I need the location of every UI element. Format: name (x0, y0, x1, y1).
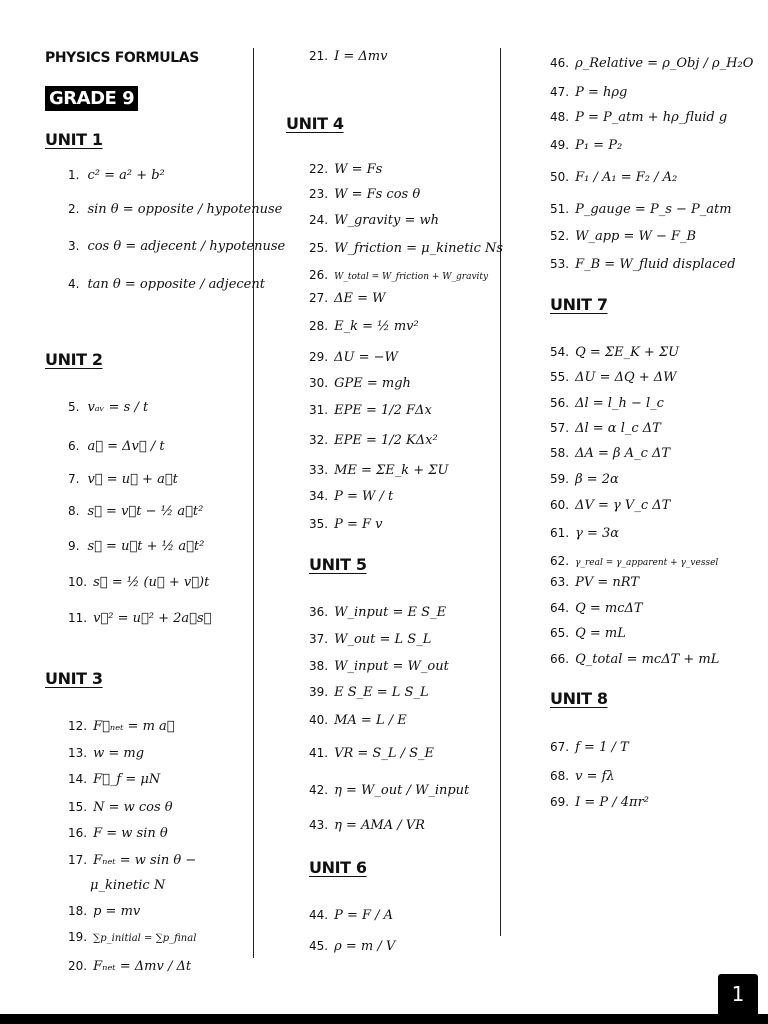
formula-item: 22. W = Fs (309, 162, 383, 177)
formula-item: 59. β = 2α (550, 472, 619, 487)
formula-item: 16. F = w sin θ (68, 826, 168, 841)
footer-bar (0, 1014, 768, 1024)
formula-item: 48. P = P_atm + hρ_fluid g (550, 110, 728, 125)
formula-item: 52. W_app = W − F_B (550, 229, 697, 244)
formula-item: 60. ΔV = γ V_c ΔT (550, 498, 671, 513)
formula-item: 42. η = W_out / W_input (309, 783, 470, 798)
formula-item: 32. EPE = 1/2 KΔx² (309, 433, 438, 448)
formula-item: 27. ΔE = W (309, 291, 386, 306)
grade-label: GRADE 9 (45, 86, 138, 111)
formula-item: 9. s⃗ = u⃗t + ½ a⃗t² (68, 539, 205, 554)
formula-item: 14. F⃗_f = μN (68, 772, 161, 787)
formula-item: 6. a⃗ = Δv⃗ / t (68, 439, 165, 454)
formula-item: 13. w = mg (68, 746, 145, 761)
formula-item: 43. η = AMA / VR (309, 818, 425, 833)
formula-item: 65. Q = mL (550, 626, 626, 641)
formula-item: 53. F_B = W_fluid displaced (550, 257, 736, 272)
formula-item: 38. W_input = W_out (309, 659, 449, 674)
formula-item: 66. Q_total = mcΔT + mL (550, 652, 720, 667)
formula-item: 24. W_gravity = wh (309, 213, 439, 228)
formula-item: 28. E_k = ½ mv² (309, 319, 419, 334)
formula-item: 41. VR = S_L / S_E (309, 746, 435, 761)
page-title: PHYSICS FORMULAS (45, 50, 199, 66)
formula-item: 46. ρ_Relative = ρ_Obj / ρ_H₂O (550, 56, 754, 71)
formula-item: 39. E S_E = L S_L (309, 685, 429, 700)
formula-item: 29. ΔU = −W (309, 350, 398, 365)
formula-item: 61. γ = 3α (550, 526, 620, 541)
formula-item: 63. PV = nRT (550, 575, 639, 590)
formula-item: 37. W_out = L S_L (309, 632, 432, 647)
column-divider (500, 48, 501, 936)
formula-item: 64. Q = mcΔT (550, 601, 643, 616)
formula-item: 4. tan θ = opposite / adjecent (68, 277, 265, 292)
formula-item: 31. EPE = 1/2 FΔx (309, 403, 432, 418)
formula-item: 36. W_input = E S_E (309, 605, 447, 620)
formula-item: 21. I = Δmv (309, 49, 388, 64)
formula-item: 25. W_friction = μ_kinetic Ns (309, 241, 504, 256)
formula-item: 56. Δl = l_h − l_c (550, 396, 664, 411)
formula-item: 5. vₐᵥ = s / t (68, 400, 149, 415)
formula-item: 20. Fₙₑₜ = Δmv / Δt (68, 959, 192, 974)
formula-item: 45. ρ = m / V (309, 939, 396, 954)
unit-heading: UNIT 3 (45, 669, 103, 688)
page-number: 1 (718, 974, 758, 1014)
column-divider (253, 48, 254, 958)
formula-item: 35. P = F v (309, 517, 383, 532)
formula-item: 54. Q = ΣE_K + ΣU (550, 345, 680, 360)
unit-heading: UNIT 7 (550, 295, 608, 314)
unit-heading: UNIT 1 (45, 130, 103, 149)
formula-item: 26. W_total = W_friction + W_gravity (309, 268, 489, 282)
formula-item: 55. ΔU = ΔQ + ΔW (550, 370, 677, 385)
formula-item: 68. v = fλ (550, 769, 615, 784)
formula-item: 12. F⃗ₙₑₜ = m a⃗ (68, 719, 175, 734)
formula-item: 58. ΔA = β A_c ΔT (550, 446, 671, 461)
formula-item: 15. N = w cos θ (68, 800, 173, 815)
formula-item: 30. GPE = mgh (309, 376, 411, 391)
unit-heading: UNIT 4 (286, 114, 344, 133)
formula-item: 19. ∑p_initial = ∑p_final (68, 930, 197, 944)
formula-item: 18. p = mv (68, 904, 141, 919)
formula-item: 34. P = W / t (309, 489, 394, 504)
formula-item: 33. ME = ΣE_k + ΣU (309, 463, 449, 478)
formula-item: 10. s⃗ = ½ (u⃗ + v⃗)t (68, 575, 210, 590)
formula-item: 44. P = F / A (309, 908, 394, 923)
unit-heading: UNIT 5 (309, 555, 367, 574)
formula-item: 49. P₁ = P₂ (550, 138, 623, 153)
formula-item: 1. c² = a² + b² (68, 168, 165, 183)
formula-item: 3. cos θ = adjecent / hypotenuse (68, 239, 286, 254)
formula-item: 57. Δl = α l_c ΔT (550, 421, 661, 436)
formula-item: 51. P_gauge = P_s − P_atm (550, 202, 732, 217)
formula-item: 11. v⃗² = u⃗² + 2a⃗s⃗ (68, 611, 212, 626)
unit-heading: UNIT 6 (309, 858, 367, 877)
unit-heading: UNIT 2 (45, 350, 103, 369)
formula-item: 7. v⃗ = u⃗ + a⃗t (68, 472, 178, 487)
formula-item: 23. W = Fs cos θ (309, 187, 421, 202)
formula-item: 50. F₁ / A₁ = F₂ / A₂ (550, 170, 678, 185)
formula-item: 17. Fₙₑₜ = w sin θ − (68, 853, 197, 868)
formula-item: 67. f = 1 / T (550, 740, 629, 755)
formula-item: 2. sin θ = opposite / hypotenuse (68, 202, 283, 217)
formula-item: 47. P = hρg (550, 85, 628, 100)
formula-item: 69. I = P / 4πr² (550, 795, 650, 810)
formula-item: 40. MA = L / E (309, 713, 407, 728)
formula-item: 62. γ_real = γ_apparent + γ_vessel (550, 554, 719, 568)
formula-item: 8. s⃗ = v⃗t − ½ a⃗t² (68, 504, 204, 519)
unit-heading: UNIT 8 (550, 689, 608, 708)
formula-item: μ_kinetic N (90, 878, 166, 893)
